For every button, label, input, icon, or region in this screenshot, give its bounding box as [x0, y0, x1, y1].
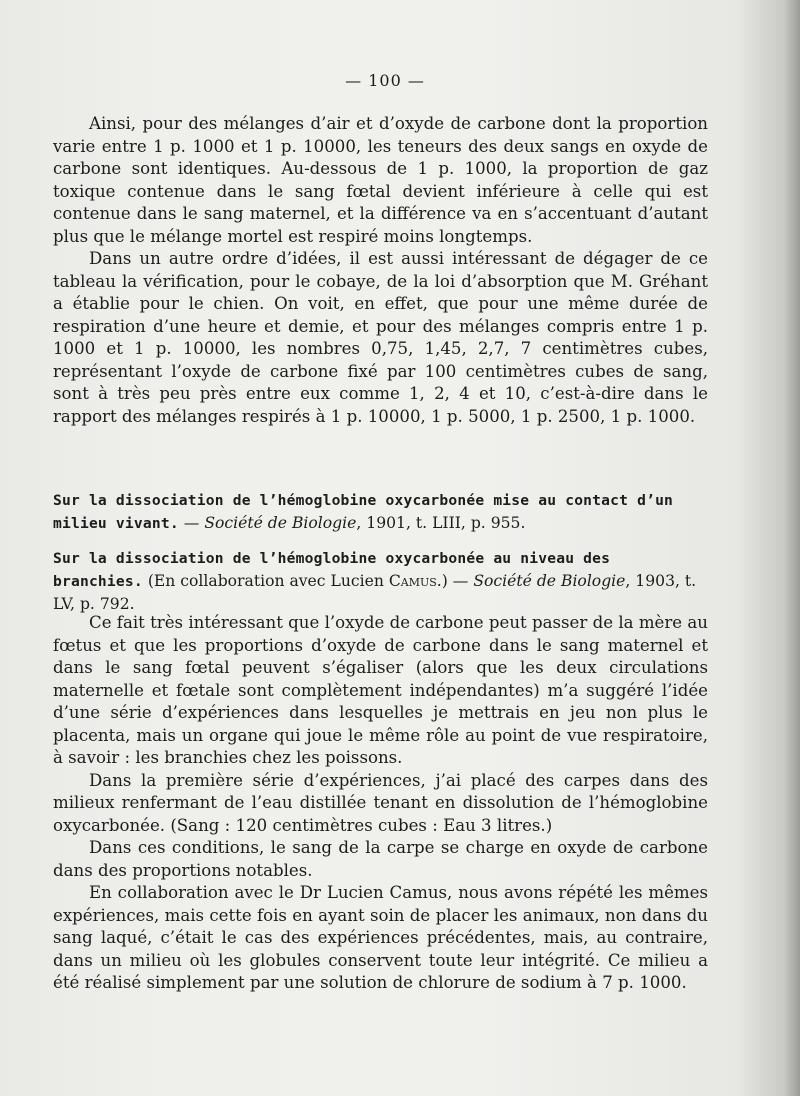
reference-collab-name: Camus	[388, 572, 437, 590]
paragraph: Dans ces conditions, le sang de la carpe se charge en oxyde de carbone dans des proportions notables.	[53, 838, 708, 880]
reference-details: , 1901, t. LIII, p. 955.	[356, 514, 526, 532]
reference-journal: Société de Biologie	[473, 572, 626, 590]
reference-entry	[53, 547, 708, 615]
reference-collab-open: (En collaboration avec Lucien	[142, 572, 389, 590]
paragraph: Ainsi, pour des mélanges d’air et d’oxyde de carbone dont la proportion varie entre 1 p. 1000 et 1 p. 10000, les teneurs des deux sangs en oxyde de carbone sont identiques. Au-dessous de 1 p. 1000, la proportion de gaz toxique contenue dans le sang fœtal devient inférieure à celle qui est contenue dans le sang maternel, et la différence va en s’accentuant d’autant plus que le mélange mortel est respiré moins longtemps.	[53, 114, 708, 246]
reference-dash: —	[447, 572, 474, 590]
reference-journal: Société de Biologie	[204, 514, 357, 532]
paragraph: Dans la première série d’expériences, j’ai placé des carpes dans des milieux renfermant de l’eau distillée tenant en dissolution de l’hémoglobine oxycarbonée. (Sang : 120 centimètres cubes : Eau 3 litres.)	[53, 770, 708, 835]
reference-details: , 1903, t. LV, p. 792.	[53, 572, 697, 613]
reference-entry	[53, 489, 708, 535]
paragraph: En collaboration avec le Dr Lucien Camus, nous avons répété les mêmes expériences, mais cette fois en ayant soin de placer les animaux, non dans du sang laqué, c’était le cas des expériences précédentes, mais, au contraire, dans un milieu où les globules conservent toute leur intégrité. Ce milieu a été réalisé simplement par une solution de chlorure de sodium à 7 p. 1000.	[53, 883, 708, 992]
reference-collab-close: .)	[436, 572, 448, 590]
paragraph: Ce fait très intéressant que l’oxyde de carbone peut passer de la mère au fœtus et que les proportions d’oxyde de carbone dans le sang maternel et dans le sang fœtal peuvent s’égaliser (alors que les deux circulations maternelle et fœtale sont complètement indépendantes) m’a suggéré l’idée d’une série d’expériences dans lesquelles je mettrais en jeu non plus le placenta, mais un organe qui joue le même rôle au point de vue respiratoire, à savoir : les branchies chez les poissons.	[53, 613, 708, 767]
body-text-top	[53, 113, 708, 428]
reference-dash: —	[178, 514, 205, 532]
page-number: — 100 —	[345, 71, 425, 90]
reference-title: Sur la dissociation de l’hémoglobine oxycarbonée mise au contact d’un milieu vivant.	[53, 492, 674, 532]
reference-title: Sur la dissociation de l’hémoglobine oxycarbonée au niveau des branchies.	[53, 550, 611, 590]
paragraph: Dans un autre ordre d’idées, il est aussi intéressant de dégager de ce tableau la vérification, pour le cobaye, de la loi d’absorption que M. Gréhant a établie pour le chien. On voit, en effet, que pour une même durée de respiration d’une heure et demie, et pour des mélanges compris entre 1 p. 1000 et 1 p. 10000, les nombres 0,75, 1,45, 2,7, 7 centimètres cubes, représentant l’oxyde de carbone fixé par 100 centimètres cubes de sang, sont à très peu près entre eux comme 1, 2, 4 et 10, c’est-à-dire dans le rapport des mélanges respirés à 1 p. 10000, 1 p. 5000, 1 p. 2500, 1 p. 1000.	[53, 249, 708, 426]
body-text-bottom	[53, 612, 708, 995]
